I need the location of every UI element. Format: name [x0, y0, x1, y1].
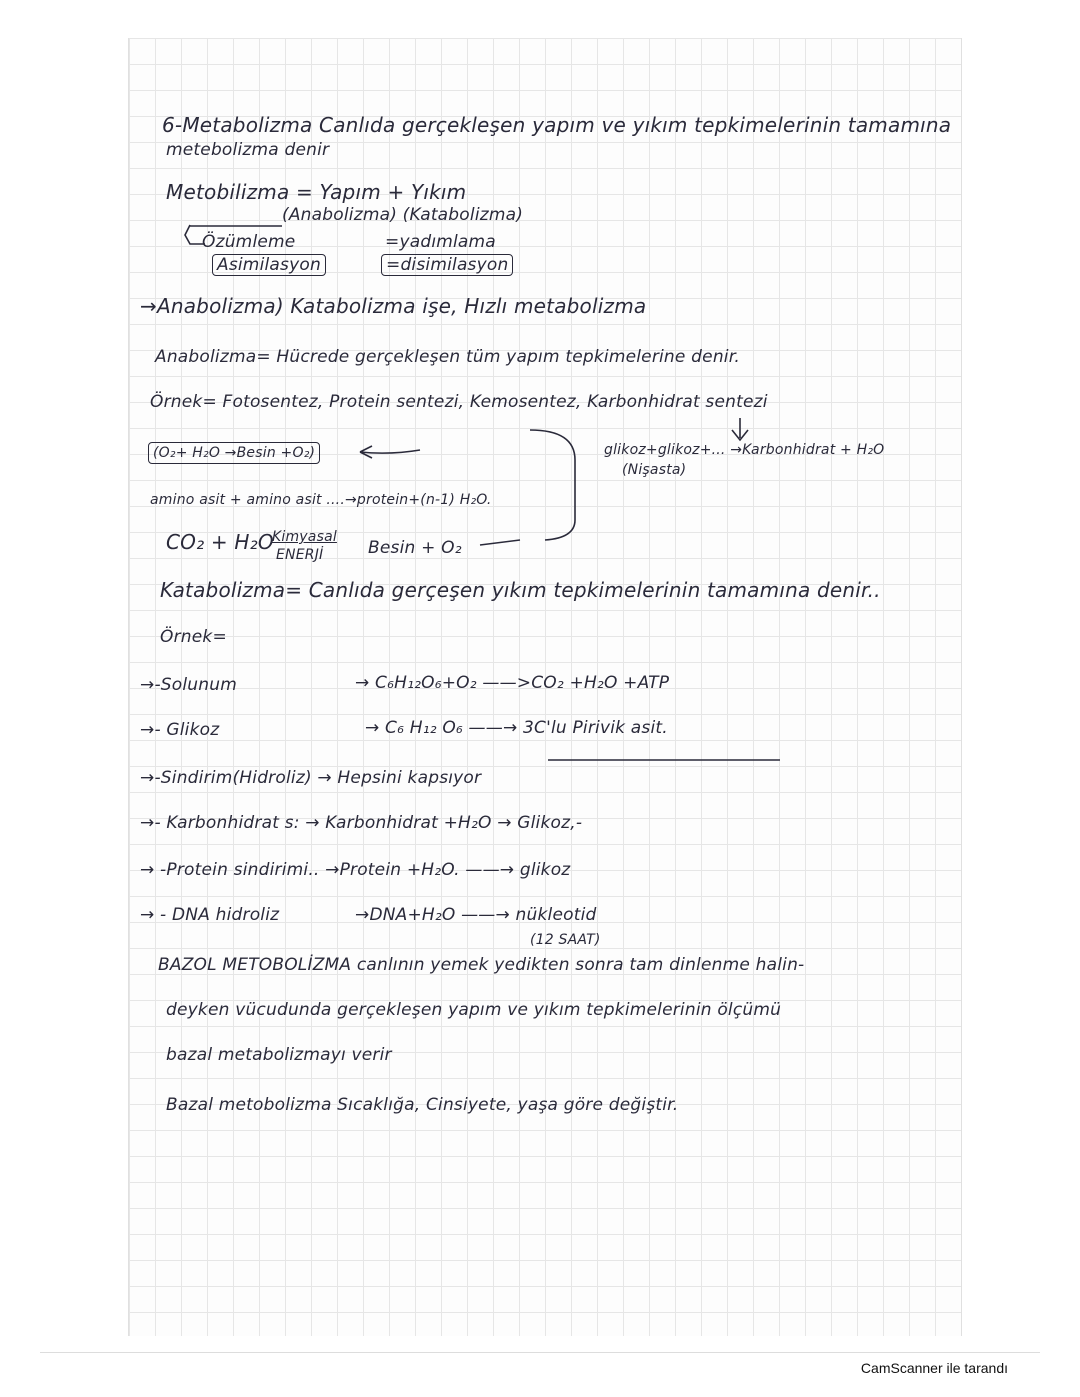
kemosentez-products: Besin + O₂	[368, 538, 462, 558]
disimilasyon-label: =disimilasyon	[381, 254, 513, 276]
footer-divider	[40, 1352, 1040, 1353]
enerji-label: ENERJİ	[276, 547, 324, 563]
kemosentez-reactants: CO₂ + H₂O	[166, 530, 274, 554]
12-saat-note: (12 SAAT)	[530, 932, 601, 948]
karbonhidrat-sindirimi: →- Karbonhidrat s: → Karbonhidrat +H₂O → Glikoz,-	[140, 813, 583, 833]
anabolizma-katabolizma-labels: (Anabolizma) (Katabolizma)	[282, 205, 524, 225]
bazal-metabolizma-definition-cont: deyken vücudunda gerçekleşen yapım ve yıkım tepkimelerinin ölçümü	[166, 1000, 782, 1020]
protein-sindirimi: → -Protein sindirimi.. →Protein +H₂O. ——→ glikoz	[140, 860, 571, 880]
katabolizma-definition: Katabolizma= Canlıda gerçeşen yıkım tepkimelerinin tamamına denir..	[160, 578, 881, 602]
camscanner-watermark: CamScanner ile tarandı	[860, 1360, 1008, 1376]
bazal-metabolizma-definition: BAZOL METOBOLİZMA canlının yemek yedikten sonra tam dinlenme halin-	[158, 955, 805, 975]
glikoz-label: →- Glikoz	[140, 720, 220, 740]
hizli-metabolizma-note: →Anabolizma) Katabolizma işe, Hızlı metabolizma	[140, 294, 647, 318]
sindirim-hidroliz: →-Sindirim(Hidroliz) → Hepsini kapsıyor	[140, 768, 482, 788]
bazal-metabolizma-factors: Bazal metobolizma Sıcaklığa, Cinsiyete, yaşa göre değiştir.	[166, 1095, 679, 1115]
yadimlama-label: =yadımlama	[385, 232, 496, 252]
arrow-to-besin-o2	[480, 540, 520, 545]
dna-hidroliz-reaction: →DNA+H₂O ——→ nükleotid	[355, 905, 597, 925]
karbonhidrat-sentezi-reaction: glikoz+glikoz+... →Karbonhidrat + H₂O	[604, 442, 885, 458]
bazal-metabolizma-definition-end: bazal metabolizmayı verir	[166, 1045, 392, 1065]
solunum-label: →-Solunum	[140, 675, 237, 695]
solunum-reaction: → C₆H₁₂O₆+O₂ ——>CO₂ +H₂O +ATP	[355, 673, 670, 693]
metabolizma-equation: Metobilizma = Yapım + Yıkım	[166, 180, 467, 204]
katabolizma-example-label: Örnek=	[160, 627, 227, 647]
anabolizma-examples: Örnek= Fotosentez, Protein sentezi, Kemosentez, Karbonhidrat sentezi	[150, 392, 768, 412]
glikoliz-reaction: → C₆ H₁₂ O₆ ——→ 3C'lu Pirivik asit.	[365, 718, 668, 738]
nisasta-label: (Nişasta)	[622, 462, 687, 478]
arrow-down-karbonhidrat	[732, 418, 748, 440]
protein-sentezi-reaction: amino asit + amino asit ....→protein+(n-1) H₂O.	[150, 492, 492, 508]
arrow-left-besin	[360, 446, 420, 458]
dna-hidroliz-label: → - DNA hidroliz	[140, 905, 280, 925]
metabolizma-definition-cont: metebolizma denir	[166, 140, 330, 160]
kimyasal-label: Kimyasal	[272, 529, 337, 545]
asimilasyon-label: Asimilasyon	[212, 254, 326, 276]
curly-brace-right	[530, 430, 575, 540]
fotosentez-reaction: (O₂+ H₂O →Besin +O₂)	[148, 442, 320, 464]
metabolizma-definition: 6-Metabolizma Canlıda gerçekleşen yapım ve yıkım tepkimelerinin tamamına	[162, 113, 952, 137]
ozumleme-label: Özümleme	[202, 232, 296, 252]
anabolizma-definition: Anabolizma= Hücrede gerçekleşen tüm yapım tepkimelerine denir.	[155, 347, 740, 367]
